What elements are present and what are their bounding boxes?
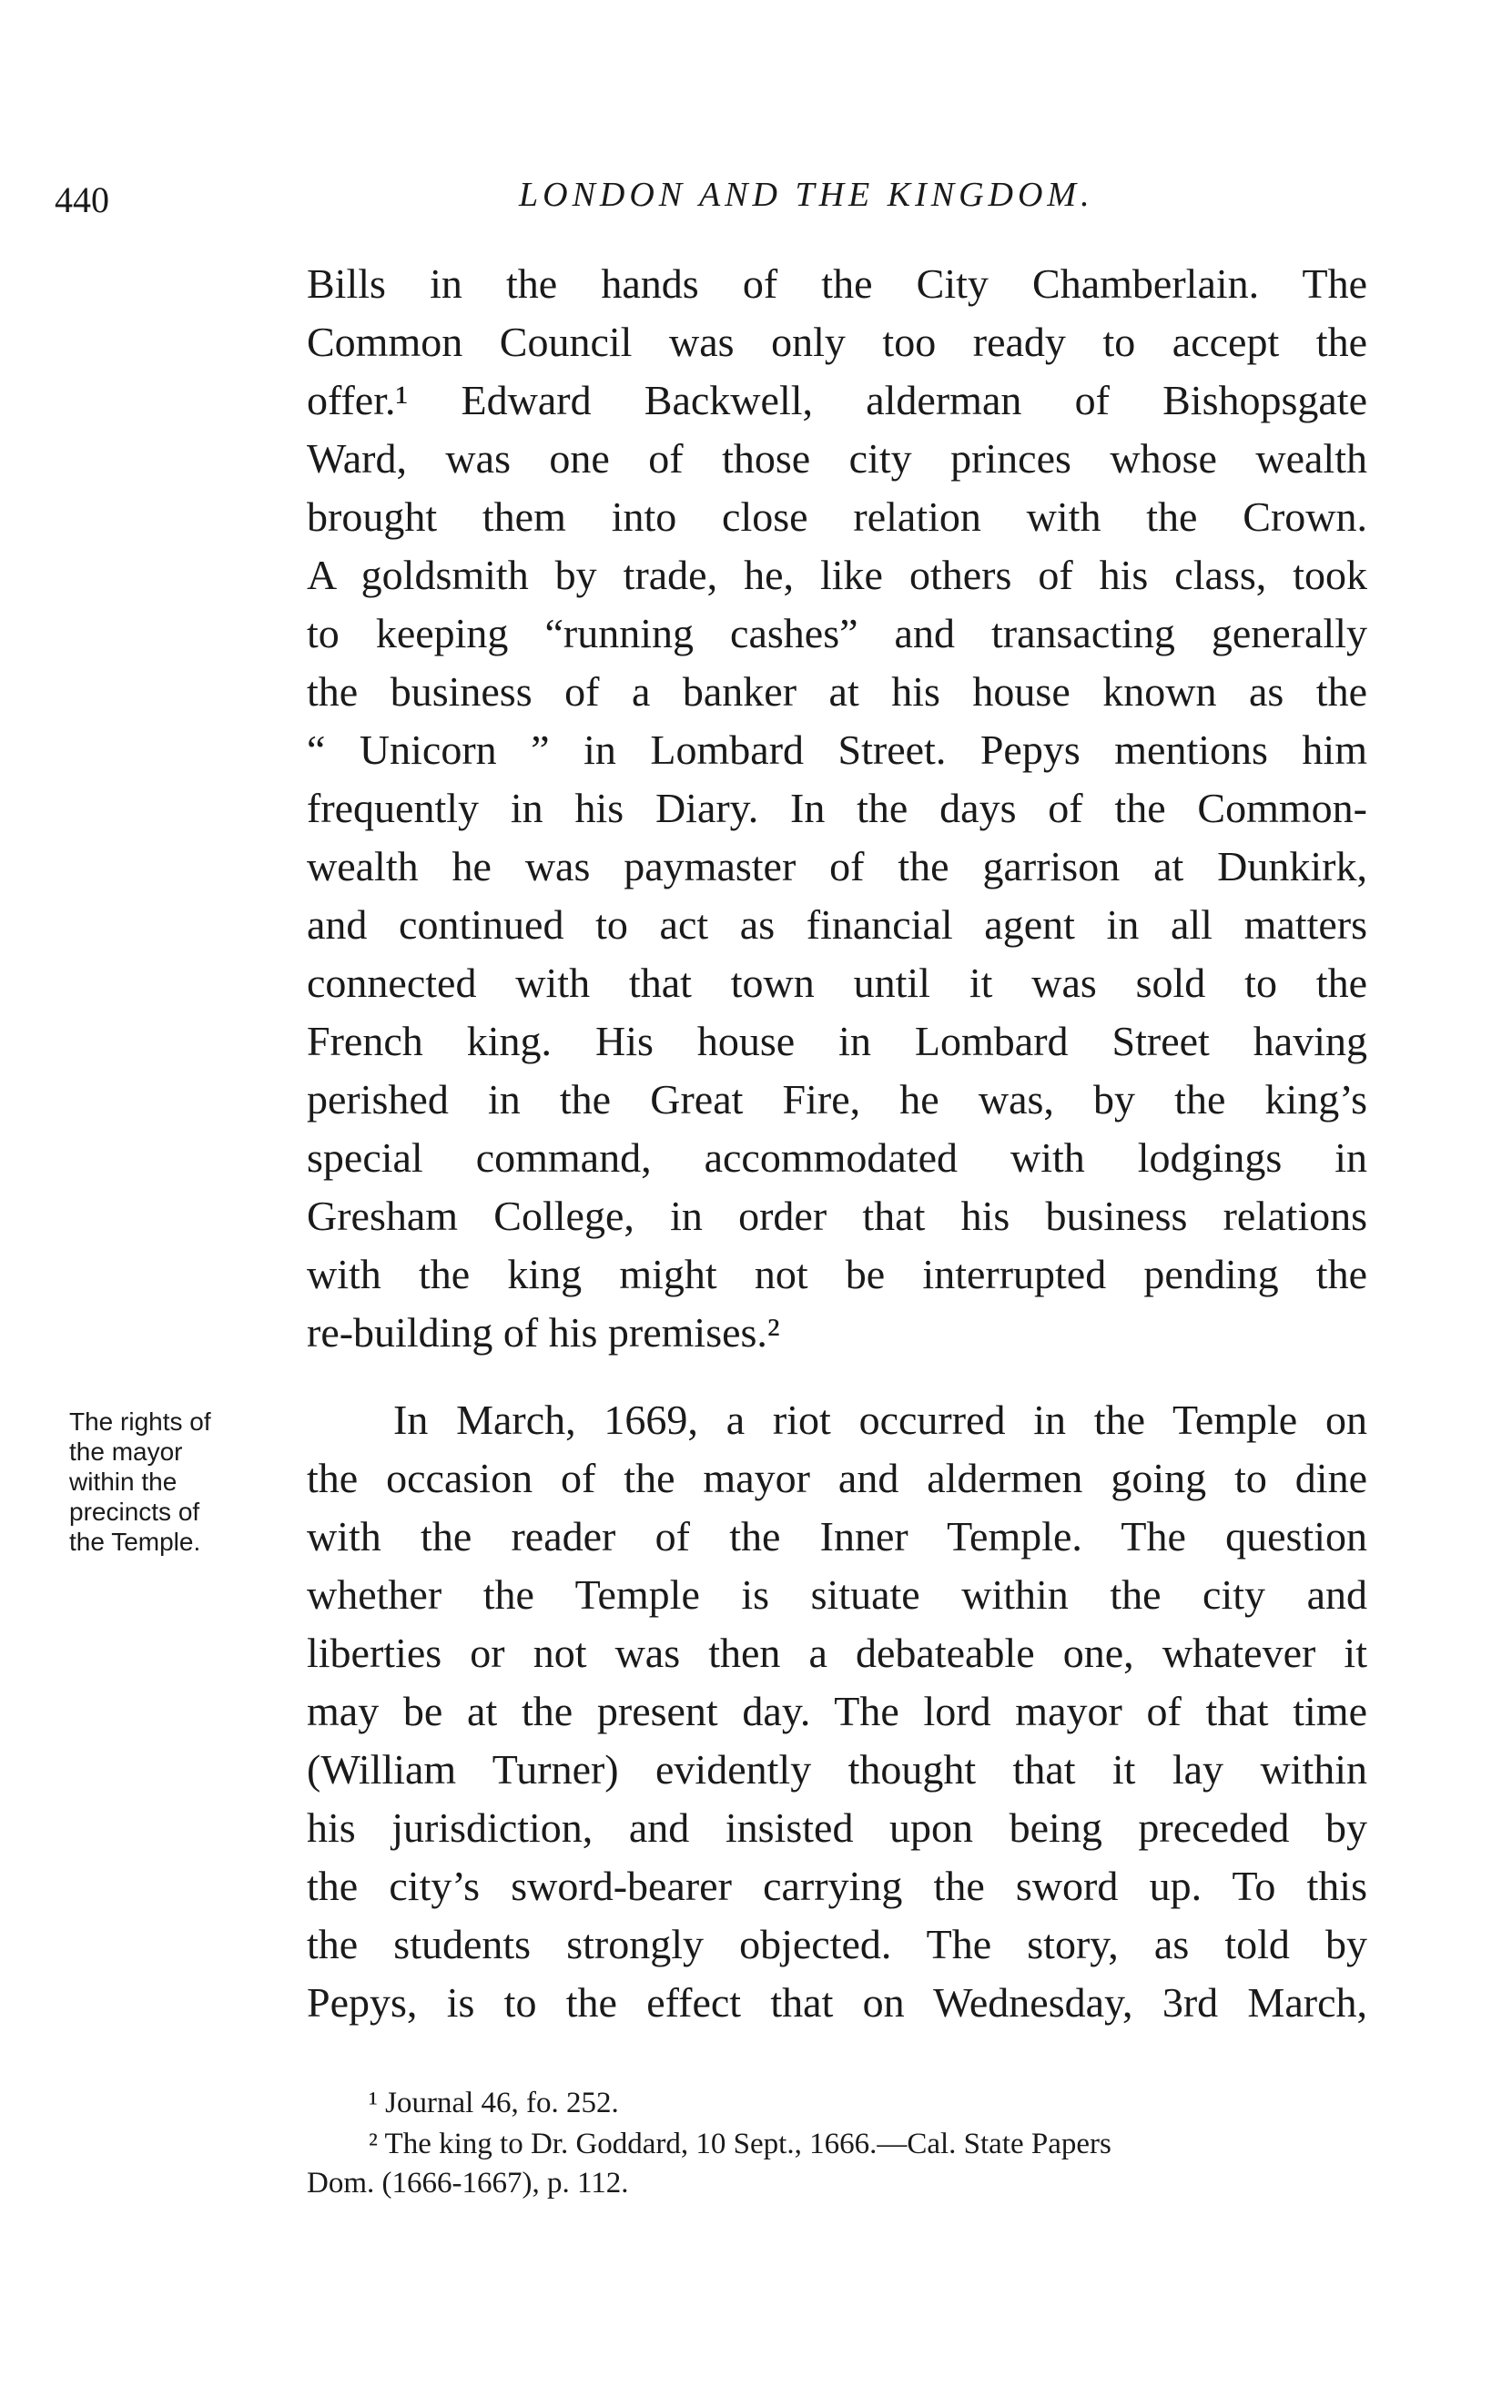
text-line: Ward, was one of those city princes whose wealth [307, 435, 1367, 482]
text-line: (William Turner) evidently thought that it lay within [307, 1746, 1367, 1793]
marginal-note-line: precincts of [69, 1498, 200, 1526]
marginal-note-line: the Temple. [69, 1528, 201, 1556]
text-line: frequently in his Diary. In the days of the Common- [307, 785, 1367, 831]
text-line: Common Council was only too ready to accept the [307, 319, 1367, 365]
text-line: the students strongly objected. The story, as told by [307, 1921, 1367, 1967]
footnote-2: ² The king to Dr. Goddard, 10 Sept., 1666.—Cal. State Papers [369, 2128, 1111, 2160]
text-line: may be at the present day. The lord mayor of that time [307, 1688, 1367, 1734]
footnote-1: ¹ Journal 46, fo. 252. [369, 2087, 619, 2119]
text-line: connected with that town until it was sold to the [307, 960, 1367, 1006]
text-line: “ Unicorn ” in Lombard Street. Pepys mentions him [307, 726, 1367, 773]
text-line: to keeping “running cashes” and transacting generally [307, 610, 1367, 656]
text-line: wealth he was paymaster of the garrison at Dunkirk, [307, 843, 1367, 889]
text-line: whether the Temple is situate within the city and [307, 1571, 1367, 1618]
text-line: re-building of his premises.² [307, 1309, 780, 1356]
text-line: liberties or not was then a debateable one, whatever it [307, 1630, 1367, 1676]
footnote-2-continued: Dom. (1666-1667), p. 112. [307, 2167, 629, 2200]
text-line: In March, 1669, a riot occurred in the Temple on [393, 1397, 1367, 1443]
page-number: 440 [55, 179, 109, 220]
text-line: his jurisdiction, and insisted upon being preceded by [307, 1804, 1367, 1851]
text-line: special command, accommodated with lodgings in [307, 1134, 1367, 1181]
text-line: with the king might not be interrupted pending the [307, 1251, 1367, 1297]
text-line: the business of a banker at his house known as the [307, 668, 1367, 715]
text-line: and continued to act as financial agent in all matters [307, 901, 1367, 948]
text-line: Gresham College, in order that his business relations [307, 1193, 1367, 1239]
marginal-note-line: The rights of [69, 1407, 211, 1436]
text-line: the city’s sword-bearer carrying the sword up. To this [307, 1863, 1367, 1909]
text-line: Pepys, is to the effect that on Wednesday, 3rd March, [307, 1979, 1367, 2026]
text-line: French king. His house in Lombard Street having [307, 1018, 1367, 1064]
text-line: brought them into close relation with the Crown. [307, 493, 1367, 540]
running-head: LONDON AND THE KINGDOM. [519, 176, 1094, 214]
text-line: offer.¹ Edward Backwell, alderman of Bishopsgate [307, 377, 1367, 423]
text-line: A goldsmith by trade, he, like others of his class, took [307, 552, 1367, 598]
text-line: Bills in the hands of the City Chamberlain. The [307, 260, 1367, 307]
text-line: with the reader of the Inner Temple. The question [307, 1513, 1367, 1560]
marginal-note-line: within the [69, 1468, 178, 1496]
marginal-note [69, 1407, 288, 1557]
marginal-note-line: the mayor [69, 1438, 183, 1466]
text-line: the occasion of the mayor and aldermen going to dine [307, 1455, 1367, 1501]
text-line: perished in the Great Fire, he was, by the king’s [307, 1076, 1367, 1123]
